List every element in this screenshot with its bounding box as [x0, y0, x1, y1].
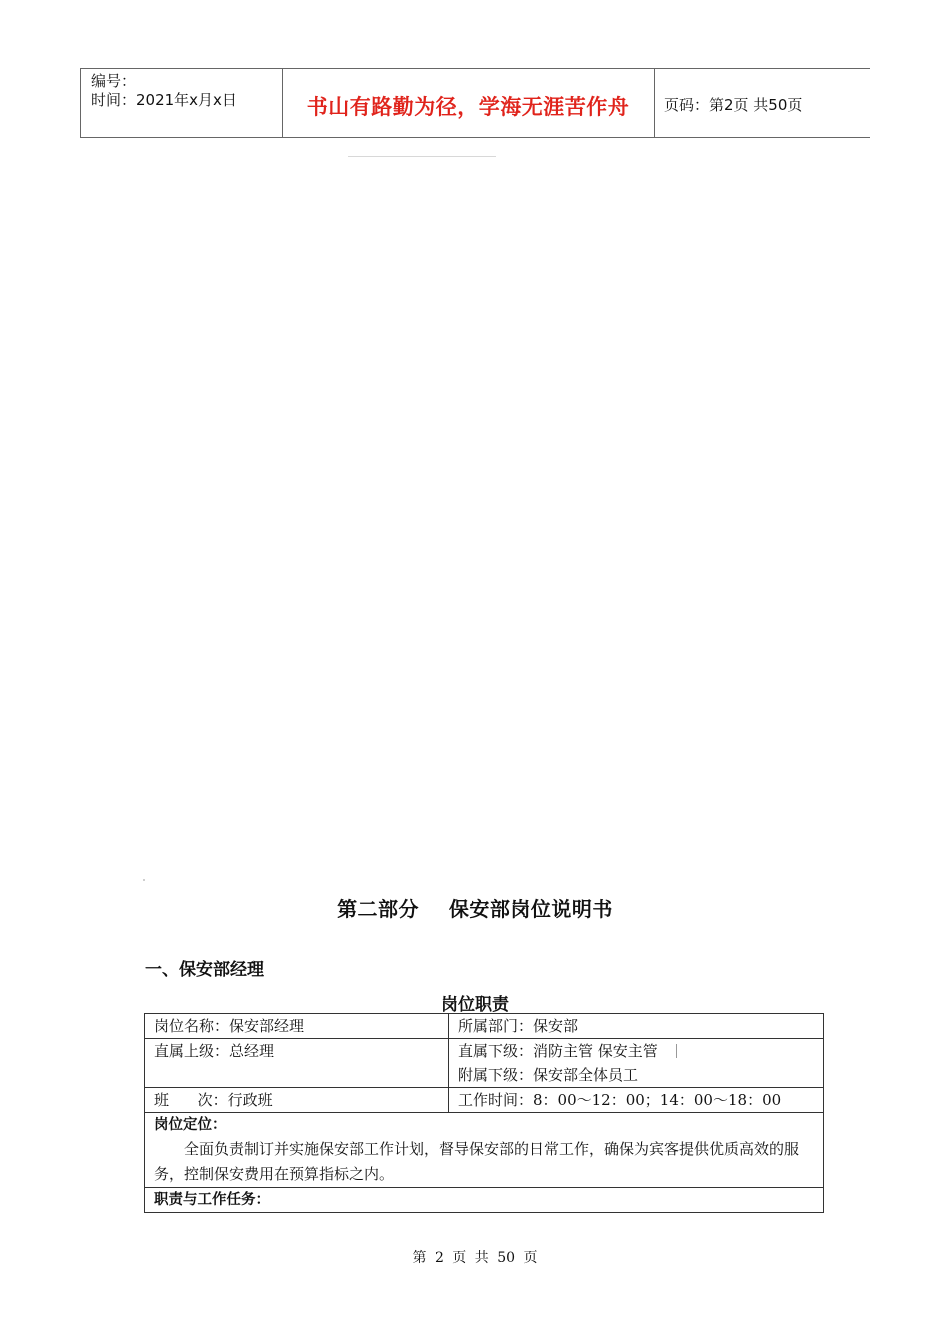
header-motto-cell	[282, 69, 655, 137]
position-name-cell	[145, 1014, 449, 1039]
table-row	[145, 1014, 824, 1039]
duties-label: 职责与工作任务：	[154, 1192, 270, 1208]
position-name: 岗位名称：保安部经理	[154, 1017, 305, 1035]
table-row	[145, 1188, 824, 1213]
header-info-cell	[80, 69, 283, 137]
table-row	[145, 1113, 824, 1188]
duties-cell	[145, 1188, 824, 1213]
header-page-cell	[655, 69, 870, 137]
divider	[348, 156, 496, 157]
page-info: 页码：第2页 共50页	[664, 96, 803, 114]
department: 所属部门：保安部	[458, 1017, 579, 1035]
direct-subordinates: 直属下级：消防主管 保安主管	[458, 1042, 658, 1060]
motto-text: 书山有路勤为径，学海无涯苦作舟	[306, 94, 630, 119]
shift: 班 次：行政班	[154, 1091, 273, 1109]
subordinates-cell	[449, 1039, 824, 1088]
positioning-text: 全面负责制订并实施保安部工作计划，督导保安部的日常工作，确保为宾客提供优质高效的服务，控制保安费用在预算指标之内。	[154, 1140, 800, 1183]
superior-cell	[145, 1039, 449, 1088]
page-header	[80, 68, 870, 138]
number-label: 编号：	[91, 72, 137, 90]
table-title: 岗位职责	[441, 995, 509, 1015]
positioning-label: 岗位定位：	[154, 1117, 227, 1133]
section-title: 一、保安部经理	[145, 960, 264, 980]
attached-subordinates: 附属下级：保安部全体员工	[458, 1066, 639, 1084]
decorative-dot	[143, 879, 145, 881]
work-hours: 工作时间：8：00～12：00；14：00～18：00	[458, 1091, 782, 1109]
direct-superior: 直属上级：总经理	[154, 1042, 275, 1060]
work-hours-cell	[449, 1088, 824, 1113]
page-footer: 第 2 页 共 50 页	[412, 1250, 538, 1266]
shift-cell	[145, 1088, 449, 1113]
department-cell	[449, 1014, 824, 1039]
part-title: 第二部分 保安部岗位说明书	[337, 897, 613, 921]
table-row	[145, 1039, 824, 1088]
text-cursor-mark	[676, 1044, 677, 1058]
table-row	[145, 1088, 824, 1113]
job-description-table	[144, 1013, 824, 1213]
time-label: 时间：2021年x月x日	[91, 91, 237, 109]
positioning-cell	[145, 1113, 824, 1188]
